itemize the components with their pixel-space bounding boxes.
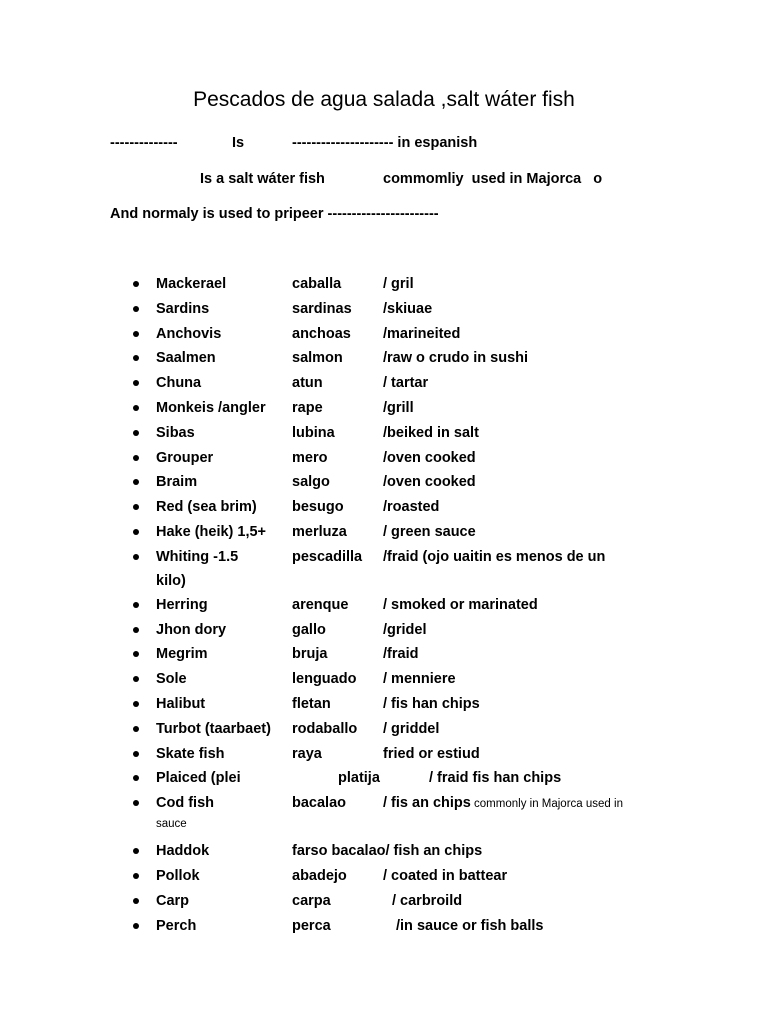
list-item xyxy=(0,301,768,326)
fish-use: /fraid (ojo uaitin es menos de un xyxy=(383,548,606,565)
fish-use: / griddel xyxy=(383,720,440,737)
fish-use: /raw o crudo in sushi xyxy=(383,350,529,367)
fish-spanish: caballa xyxy=(292,276,342,292)
bullet-icon xyxy=(133,800,139,806)
bullet-icon xyxy=(133,602,139,608)
bullet-icon xyxy=(133,380,139,386)
bullet-icon xyxy=(133,554,139,560)
list-item xyxy=(0,893,768,918)
fish-spanish: anchoas xyxy=(292,325,351,342)
bullet-icon xyxy=(133,405,139,411)
fish-english: Pollok xyxy=(156,867,200,884)
bullet-icon xyxy=(133,430,139,436)
list-item xyxy=(0,646,768,671)
bullet-icon xyxy=(133,355,139,361)
list-item xyxy=(0,795,768,843)
bullet-icon xyxy=(133,923,139,929)
bullet-icon xyxy=(133,529,139,535)
list-item xyxy=(0,524,768,549)
fish-use xyxy=(383,795,623,811)
list-item xyxy=(0,474,768,499)
fish-spanish: lubina xyxy=(292,424,335,441)
list-item xyxy=(0,770,768,795)
fish-use: / coated in battear xyxy=(383,867,508,884)
list-item xyxy=(0,671,768,696)
fish-use: / smoked or marinated xyxy=(383,596,538,613)
fish-use: /roasted xyxy=(383,499,440,516)
fish-spanish: lenguado xyxy=(292,671,357,688)
fish-spanish: salmon xyxy=(292,350,343,367)
fish-use-continuation: kilo) xyxy=(156,572,186,589)
intro-line-part2: commomliy used in Majorca o xyxy=(383,171,603,187)
bullet-icon xyxy=(133,751,139,757)
list-item xyxy=(0,499,768,524)
fish-use-main: / fis an chips xyxy=(383,795,471,812)
fish-english: Braim xyxy=(156,474,198,491)
fish-spanish: platija xyxy=(338,770,380,787)
list-item xyxy=(0,696,768,721)
list-item xyxy=(0,549,768,597)
fish-use: / fis han chips xyxy=(383,695,480,712)
fish-english: Saalmen xyxy=(156,350,216,367)
fish-english: Plaiced (plei xyxy=(156,770,241,787)
bullet-icon xyxy=(133,331,139,337)
bullet-icon xyxy=(133,306,139,312)
fish-spanish: atun xyxy=(292,375,323,392)
document-title: Pescados de agua salada ,salt wáter fish xyxy=(193,88,575,111)
bullet-icon xyxy=(133,504,139,510)
fish-english: Red (sea brim) xyxy=(156,499,257,516)
fish-use: / fraid fis han chips xyxy=(429,770,562,787)
list-item xyxy=(0,597,768,622)
fish-use: /skiuae xyxy=(383,300,433,317)
fish-use: /gridel xyxy=(383,621,427,638)
list-item xyxy=(0,746,768,771)
fish-use: /fraid xyxy=(383,646,419,663)
fish-spanish: farso bacalao/ fish an chips xyxy=(292,843,483,860)
fish-english: Hake (heik) 1,5+ xyxy=(156,523,267,540)
fish-use: /beiked in salt xyxy=(383,424,479,441)
list-item xyxy=(0,450,768,475)
fish-spanish: mero xyxy=(292,449,328,466)
bullet-icon xyxy=(133,873,139,879)
fish-spanish: carpa xyxy=(292,892,331,909)
dashes-left: -------------- xyxy=(110,135,178,151)
fish-spanish: merluza xyxy=(292,523,347,540)
fish-english: Perch xyxy=(156,917,197,934)
fish-spanish: arenque xyxy=(292,596,349,613)
bullet-icon xyxy=(133,726,139,732)
fish-use: /marineited xyxy=(383,325,461,342)
fish-spanish: besugo xyxy=(292,499,344,516)
fish-english: Carp xyxy=(156,892,190,909)
fish-english: Haddok xyxy=(156,843,210,860)
bullet-icon xyxy=(133,676,139,682)
fish-use: fried or estiud xyxy=(383,745,480,762)
bullet-icon xyxy=(133,651,139,657)
fish-english: Cod fish xyxy=(156,795,214,812)
fish-use: / tartar xyxy=(383,375,429,392)
bullet-icon xyxy=(133,455,139,461)
fish-english: Herring xyxy=(156,596,208,613)
fish-english: Sardins xyxy=(156,300,210,317)
fish-english: Monkeis /angler xyxy=(156,399,266,416)
fish-english: Whiting -1.5 xyxy=(156,548,239,565)
fish-use: /grill xyxy=(383,399,414,416)
dashes-right: --------------------- in espanish xyxy=(292,135,478,151)
fish-english: Anchovis xyxy=(156,325,222,342)
fish-english: Turbot (taarbaet) xyxy=(156,720,271,737)
fish-spanish: rape xyxy=(292,399,323,416)
fish-spanish: raya xyxy=(292,745,322,762)
fish-list xyxy=(0,276,768,942)
fish-english: Megrim xyxy=(156,646,208,663)
bullet-icon xyxy=(133,848,139,854)
list-item xyxy=(0,721,768,746)
fish-spanish: perca xyxy=(292,917,331,934)
fish-english: Halibut xyxy=(156,695,206,712)
fish-use: /oven cooked xyxy=(383,449,476,466)
fish-spanish: pescadilla xyxy=(292,548,363,565)
bullet-icon xyxy=(133,479,139,485)
fish-use-note: commonly in Majorca used in xyxy=(470,798,623,811)
bullet-icon xyxy=(133,898,139,904)
bullet-icon xyxy=(133,701,139,707)
fish-spanish: gallo xyxy=(292,621,326,638)
fish-english: Sibas xyxy=(156,424,195,441)
fish-use: /in sauce or fish balls xyxy=(396,917,544,934)
fish-english: Mackerael xyxy=(156,276,227,292)
fish-english: Sole xyxy=(156,671,187,688)
list-item xyxy=(0,425,768,450)
fish-english: Chuna xyxy=(156,375,202,392)
list-item xyxy=(0,622,768,647)
list-item xyxy=(0,868,768,893)
usage-line: And normaly is used to pripeer ----------------------- xyxy=(110,206,439,222)
list-item xyxy=(0,843,768,868)
list-item xyxy=(0,276,768,301)
fish-use: / green sauce xyxy=(383,523,476,540)
fish-spanish: bacalao xyxy=(292,795,346,812)
list-item xyxy=(0,918,768,943)
list-item xyxy=(0,350,768,375)
intro-line-part1: Is a salt wáter fish xyxy=(200,171,325,187)
is-label: Is xyxy=(232,135,245,151)
fish-english: Jhon dory xyxy=(156,621,227,638)
fish-spanish: salgo xyxy=(292,474,330,491)
fish-spanish: rodaballo xyxy=(292,720,358,737)
fish-english: Skate fish xyxy=(156,745,225,762)
fish-use: /oven cooked xyxy=(383,474,476,491)
fish-use: / carbroild xyxy=(392,892,463,909)
list-item xyxy=(0,375,768,400)
fish-english: Grouper xyxy=(156,449,214,466)
fish-spanish: fletan xyxy=(292,695,331,712)
list-item xyxy=(0,400,768,425)
bullet-icon xyxy=(133,281,139,287)
fish-use-continuation: sauce xyxy=(156,818,187,831)
fish-spanish: bruja xyxy=(292,646,328,663)
fish-spanish: sardinas xyxy=(292,300,352,317)
list-item xyxy=(0,326,768,351)
bullet-icon xyxy=(133,775,139,781)
fish-use: / gril xyxy=(383,276,414,292)
fish-use: / menniere xyxy=(383,671,456,688)
bullet-icon xyxy=(133,627,139,633)
fish-spanish: abadejo xyxy=(292,867,347,884)
